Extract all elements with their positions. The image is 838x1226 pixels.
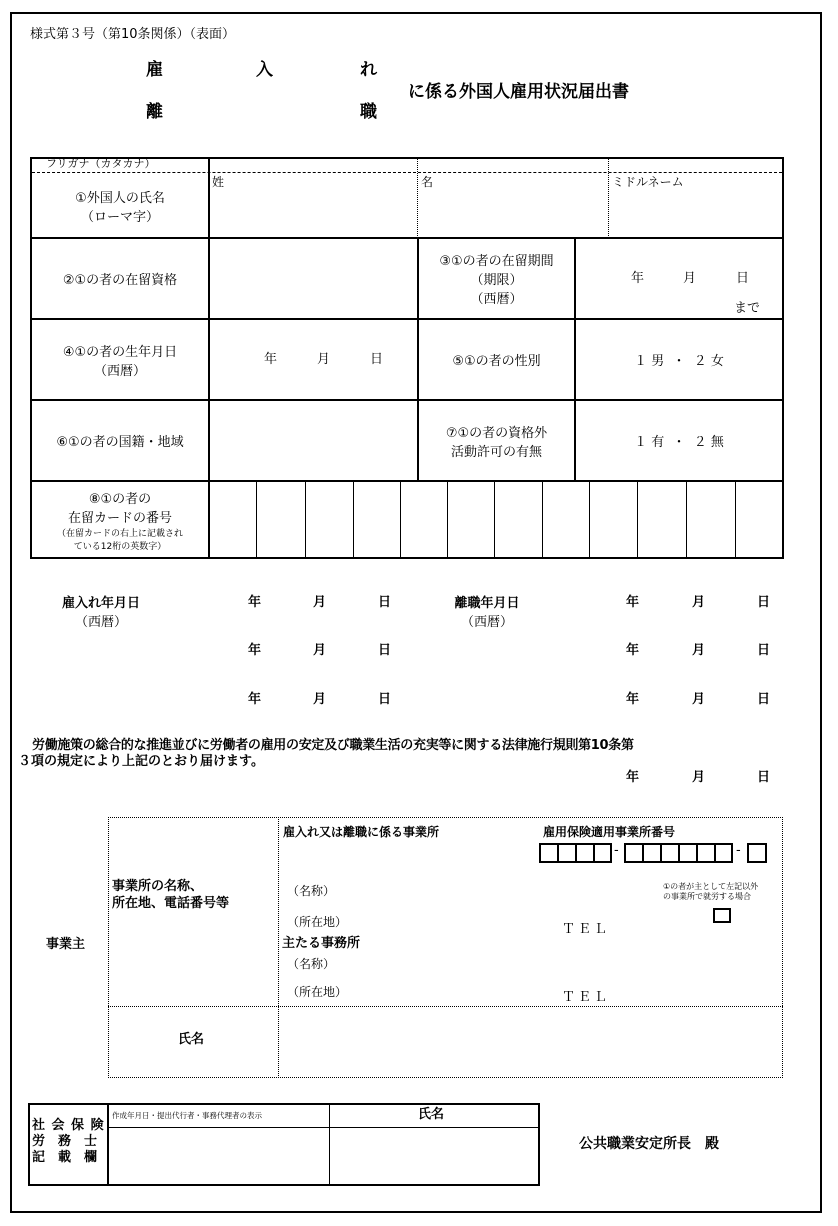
main-office-address-label: （所在地） bbox=[287, 985, 348, 999]
residence-card-label: ⑧①の者の 在留カードの番号 （在留カードの右上に記載され ている12桁の英数字） bbox=[56, 491, 183, 552]
leave-year-unit: 年 bbox=[626, 595, 640, 610]
insurance-number-header: 雇用保険適用事業所番号 bbox=[543, 825, 676, 839]
consultant-label-3: 記 載 欄 bbox=[32, 1150, 98, 1165]
hire-date-label: 雇入れ年月日 （西暦） bbox=[61, 596, 140, 630]
activity-permit-options[interactable]: １ 有 ・ ２ 無 bbox=[634, 435, 724, 450]
hire-day-unit: 日 bbox=[378, 595, 392, 610]
office-header: 雇入れ又は離職に係る事業所 bbox=[283, 825, 440, 839]
birth-year-unit: 年 bbox=[264, 352, 278, 367]
form-number: 様式第３号（第10条関係）（表面） bbox=[30, 27, 236, 42]
birth-day-unit: 日 bbox=[370, 352, 384, 367]
title-char-ire: 入 bbox=[256, 60, 273, 80]
leave-month-unit: 月 bbox=[692, 692, 706, 707]
birth-date-label: ④①の者の生年月日 （西暦） bbox=[62, 344, 178, 379]
name-label: ①外国人の氏名 （ローマ字） bbox=[75, 190, 165, 225]
given-name-input[interactable] bbox=[419, 190, 607, 236]
submit-day-unit: 日 bbox=[757, 770, 771, 785]
surname-input[interactable] bbox=[210, 190, 416, 236]
furigana-input[interactable] bbox=[210, 159, 782, 172]
leave-day-unit: 日 bbox=[757, 692, 771, 707]
birth-month-unit: 月 bbox=[317, 352, 331, 367]
leave-month-unit: 月 bbox=[692, 643, 706, 658]
period-year-unit: 年 bbox=[631, 271, 645, 286]
title-char-re: れ bbox=[360, 60, 377, 80]
surname-label: 姓 bbox=[212, 175, 225, 189]
employer-name-input[interactable] bbox=[280, 1008, 780, 1076]
statement-line-1: 労働施策の総合的な推進並びに労働者の雇用の安定及び職業生活の充実等に関する法律施行規則第10条第 bbox=[32, 738, 634, 753]
leave-day-unit: 日 bbox=[757, 595, 771, 610]
addressee: 公共職業安定所長 殿 bbox=[579, 1136, 719, 1152]
hire-day-unit: 日 bbox=[378, 692, 392, 707]
other-office-note-1: ①の者が主として左記以外 bbox=[663, 882, 759, 891]
main-office-tel-label: ＴＥＬ bbox=[562, 990, 611, 1005]
hire-month-unit: 月 bbox=[313, 692, 327, 707]
residence-status-label: ②①の者の在留資格 bbox=[62, 273, 178, 288]
period-until-label: まで bbox=[734, 301, 761, 316]
activity-permit-label: ⑦①の者の資格外 活動許可の有無 bbox=[445, 425, 548, 460]
residence-status-input[interactable] bbox=[210, 239, 416, 318]
nationality-input[interactable] bbox=[210, 401, 416, 480]
title-char-ko: 雇 bbox=[146, 60, 163, 80]
statement-line-2: ３項の規定により上記のとおり届けます。 bbox=[18, 754, 264, 769]
sex-options[interactable]: １ 男 ・ ２ 女 bbox=[634, 354, 724, 369]
leave-day-unit: 日 bbox=[757, 643, 771, 658]
leave-date-label: 離職年月日 （西暦） bbox=[454, 596, 520, 630]
middle-name-input[interactable] bbox=[610, 190, 781, 236]
insurance-number-dash: - bbox=[736, 843, 741, 858]
hire-year-unit: 年 bbox=[248, 692, 262, 707]
period-day-unit: 日 bbox=[736, 271, 750, 286]
submit-year-unit: 年 bbox=[626, 770, 640, 785]
title-char-shoku: 職 bbox=[360, 102, 377, 122]
hire-year-unit: 年 bbox=[248, 595, 262, 610]
period-month-unit: 月 bbox=[683, 271, 697, 286]
office-tel-label: ＴＥＬ bbox=[562, 922, 611, 937]
office-address-label: （所在地） bbox=[287, 915, 348, 929]
consultant-label-2: 労 務 士 bbox=[32, 1134, 98, 1149]
leave-year-unit: 年 bbox=[626, 692, 640, 707]
furigana-label: フリガナ（カタカナ） bbox=[46, 157, 156, 170]
employer-label: 事業主 bbox=[46, 937, 86, 952]
residence-card-number-input[interactable] bbox=[210, 482, 782, 557]
nationality-label: ⑥①の者の国籍・地域 bbox=[56, 435, 184, 450]
office-info-label-1: 事業所の名称、 bbox=[112, 879, 204, 894]
hire-day-unit: 日 bbox=[378, 643, 392, 658]
form-page bbox=[10, 12, 822, 1213]
office-name-label: （名称） bbox=[287, 884, 336, 898]
hire-month-unit: 月 bbox=[313, 595, 327, 610]
leave-year-unit: 年 bbox=[626, 643, 640, 658]
insurance-number-dash: - bbox=[614, 843, 619, 858]
birth-date-input[interactable] bbox=[210, 320, 416, 399]
consultant-detail-input[interactable] bbox=[109, 1129, 328, 1184]
hire-year-unit: 年 bbox=[248, 643, 262, 658]
given-name-label: 名 bbox=[421, 175, 434, 189]
office-details-input[interactable] bbox=[280, 874, 780, 1004]
title-char-ri: 離 bbox=[146, 102, 163, 122]
middle-name-label: ミドルネーム bbox=[612, 175, 684, 189]
consultant-header-small: 作成年月日・提出代行者・事務代理者の表示 bbox=[112, 1111, 262, 1120]
period-of-stay-label: ③①の者の在留期間 （期限） （西暦） bbox=[439, 254, 554, 307]
submit-month-unit: 月 bbox=[692, 770, 706, 785]
sex-label: ⑤①の者の性別 bbox=[452, 354, 541, 369]
other-office-note-2: の事業所で就労する場合 bbox=[663, 892, 751, 901]
consultant-name-input[interactable] bbox=[331, 1129, 537, 1184]
hire-month-unit: 月 bbox=[313, 643, 327, 658]
main-office-label: 主たる事務所 bbox=[282, 936, 361, 951]
form-title: に係る外国人雇用状況届出書 bbox=[408, 82, 629, 102]
consultant-label-1: 社 会 保 険 bbox=[32, 1118, 105, 1133]
consultant-name-header: 氏名 bbox=[418, 1107, 445, 1122]
main-office-name-label: （名称） bbox=[287, 957, 336, 971]
employer-name-label: 氏名 bbox=[178, 1032, 205, 1047]
leave-month-unit: 月 bbox=[692, 595, 706, 610]
office-info-label-2: 所在地、電話番号等 bbox=[112, 896, 230, 911]
